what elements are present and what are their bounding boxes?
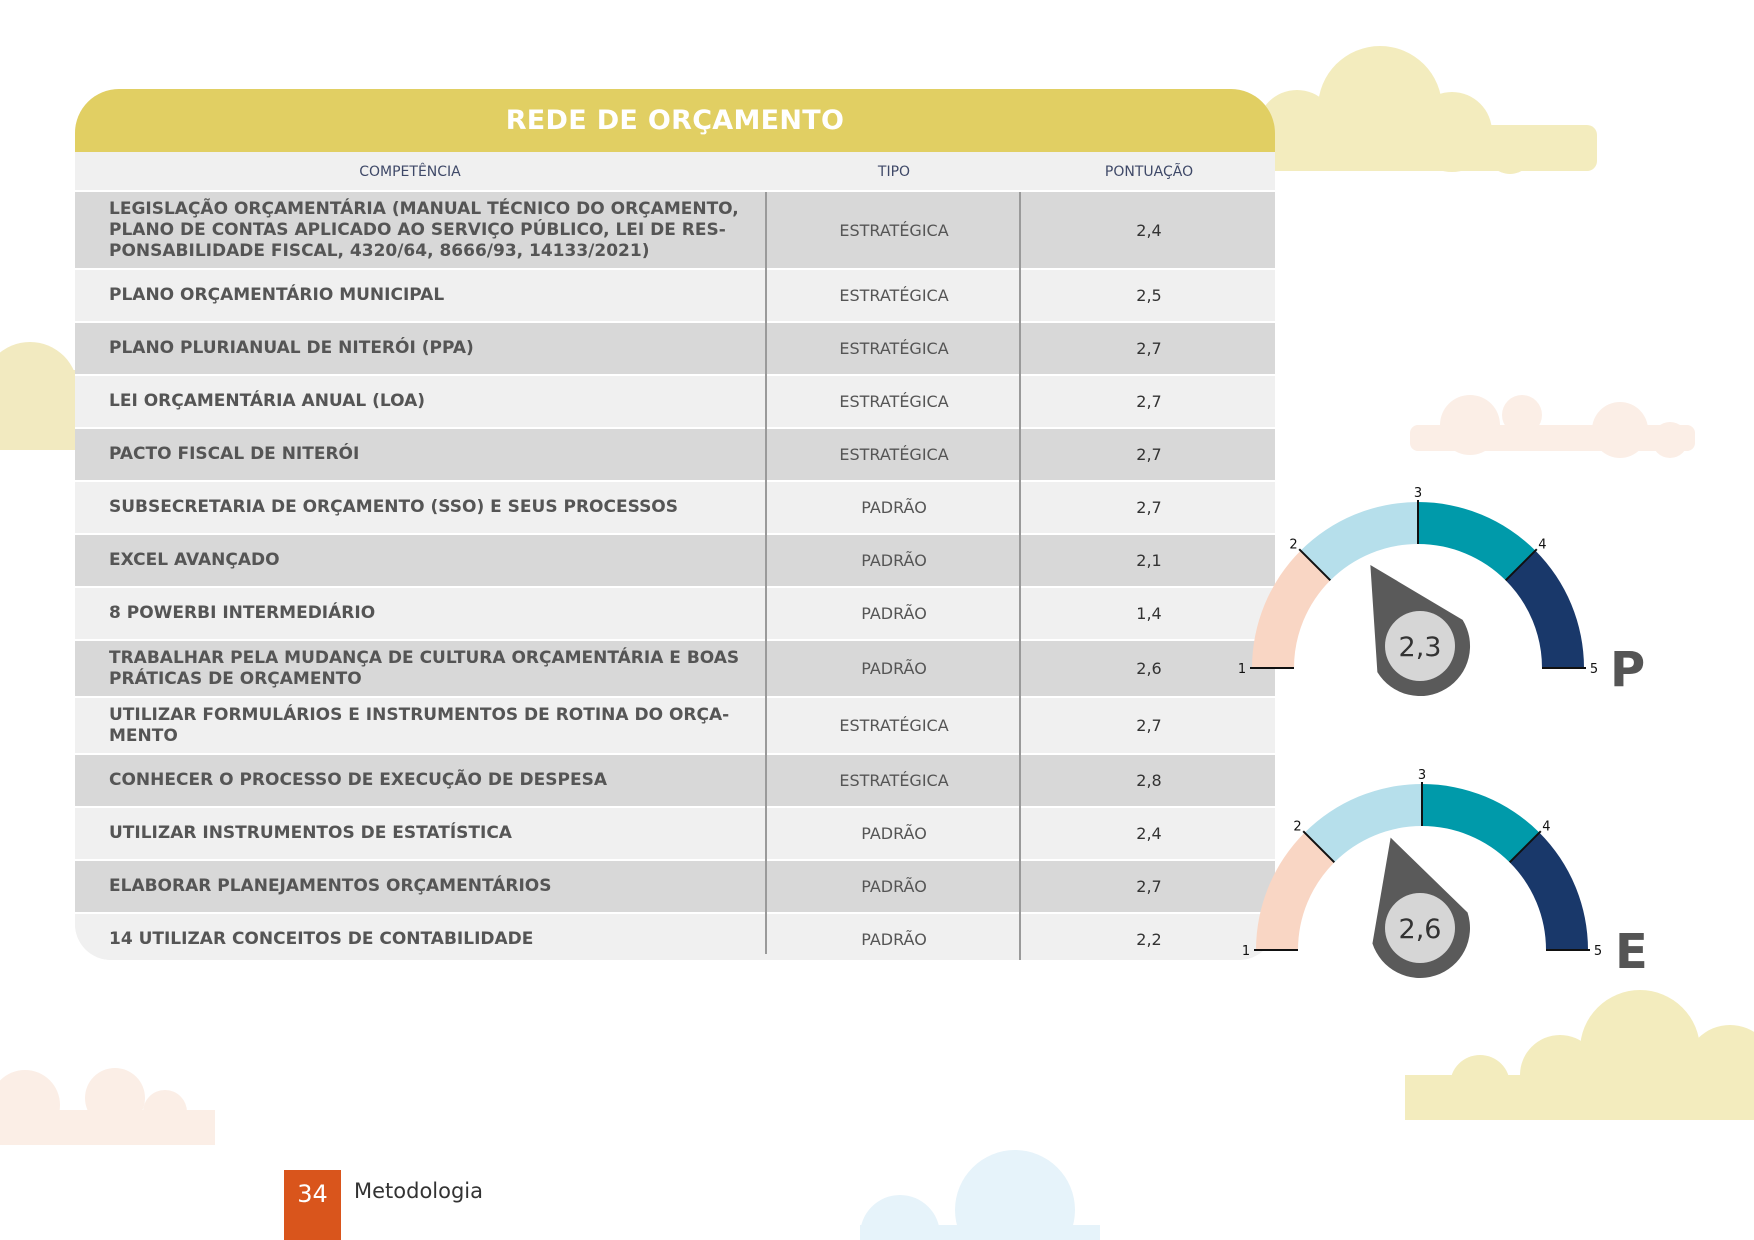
- row-tipo: PADRÃO: [861, 659, 927, 678]
- gauge-value-label: 2,3: [1398, 632, 1442, 663]
- row-pontuacao: 2,5: [1136, 286, 1162, 305]
- row-competencia: LEI ORÇAMENTÁRIA ANUAL (LOA): [109, 391, 426, 411]
- row-pontuacao: 2,7: [1136, 392, 1162, 411]
- row-tipo: PADRÃO: [861, 877, 927, 896]
- row-tipo: PADRÃO: [861, 551, 927, 570]
- row-pontuacao: 2,7: [1136, 339, 1162, 358]
- gauge-tick-label: 4: [1538, 537, 1547, 553]
- row-competencia: UTILIZAR FORMULÁRIOS E INSTRUMENTOS DE ROTINA DO ORÇA-MENTO: [109, 704, 730, 746]
- row-pontuacao: 2,7: [1136, 498, 1162, 517]
- row-tipo: PADRÃO: [861, 930, 927, 949]
- row-pontuacao: 2,2: [1136, 930, 1162, 949]
- row-tipo: PADRÃO: [861, 604, 927, 623]
- column-header-tipo: TIPO: [877, 164, 911, 180]
- row-tipo: ESTRATÉGICA: [839, 771, 949, 790]
- row-competencia: SUBSECRETARIA DE ORÇAMENTO (SSO) E SEUS PROCESSOS: [109, 497, 679, 517]
- column-header-competencia: COMPETÊNCIA: [359, 164, 461, 180]
- row-competencia: ELABORAR PLANEJAMENTOS ORÇAMENTÁRIOS: [109, 876, 552, 896]
- gauge-tick-label: 2: [1289, 537, 1298, 553]
- section-title: Metodologia: [354, 1179, 484, 1203]
- row-competencia: PLANO ORÇAMENTÁRIO MUNICIPAL: [109, 285, 445, 305]
- row-tipo: PADRÃO: [861, 498, 927, 517]
- row-competencia: TRABALHAR PELA MUDANÇA DE CULTURA ORÇAMENTÁRIA E BOAS PRÁTICAS DE ORÇAMENTO: [109, 647, 740, 689]
- row-competencia: EXCEL AVANÇADO: [109, 550, 280, 570]
- row-pontuacao: 2,7: [1136, 445, 1162, 464]
- gauge-p: [1238, 486, 1645, 698]
- gauge-tick-label: 3: [1417, 768, 1427, 783]
- page-number: 34: [284, 1170, 341, 1240]
- gauge-tick-label: 5: [1589, 662, 1599, 677]
- gauge-tick-label: 5: [1593, 944, 1603, 959]
- row-competencia: LEGISLAÇÃO ORÇAMENTÁRIA (MANUAL TÉCNICO DO ORÇAMENTO, PLANO DE CONTAS APLICADO AO SERVIÇO PÚBLICO, LEI DE RES-PONSABILIDADE FISCAL, 4320/64, 8666/93, 14133/2021): [109, 198, 739, 261]
- gauge-letter: P: [1610, 642, 1646, 698]
- row-pontuacao: 2,1: [1136, 551, 1162, 570]
- row-tipo: PADRÃO: [861, 824, 927, 843]
- gauge-e: [1242, 768, 1648, 980]
- row-pontuacao: 2,4: [1136, 824, 1162, 843]
- row-tipo: ESTRATÉGICA: [839, 220, 949, 240]
- row-pontuacao: 2,7: [1136, 716, 1162, 735]
- row-tipo: ESTRATÉGICA: [839, 339, 949, 358]
- gauge-tick-label: 2: [1293, 819, 1302, 835]
- row-tipo: ESTRATÉGICA: [839, 286, 949, 305]
- gauge-tick-label: 4: [1542, 819, 1551, 835]
- row-competencia: PACTO FISCAL DE NITERÓI: [109, 444, 360, 464]
- row-pontuacao: 2,7: [1136, 877, 1162, 896]
- row-tipo: ESTRATÉGICA: [839, 716, 949, 735]
- gauge-tick-label: 1: [1237, 662, 1247, 677]
- gauge-value-label: 2,6: [1398, 914, 1442, 945]
- column-header-pontuacao: PONTUAÇÃO: [1104, 164, 1194, 180]
- gauge-letter: E: [1615, 924, 1648, 980]
- row-competencia: CONHECER O PROCESSO DE EXECUÇÃO DE DESPESA: [109, 770, 607, 790]
- row-pontuacao: 2,8: [1136, 771, 1162, 790]
- row-tipo: ESTRATÉGICA: [839, 445, 949, 464]
- row-pontuacao: 2,4: [1136, 220, 1162, 240]
- gauge-tick-label: 1: [1241, 944, 1251, 959]
- row-competencia: UTILIZAR INSTRUMENTOS DE ESTATÍSTICA: [109, 823, 512, 843]
- row-pontuacao: 1,4: [1136, 604, 1162, 623]
- row-competencia: 8 POWERBI INTERMEDIÁRIO: [109, 603, 376, 623]
- row-tipo: ESTRATÉGICA: [839, 392, 949, 411]
- table-title: REDE DE ORÇAMENTO: [75, 89, 1275, 152]
- gauge-tick-label: 3: [1413, 486, 1423, 501]
- row-pontuacao: 2,6: [1136, 659, 1162, 678]
- row-competencia: 14 UTILIZAR CONCEITOS DE CONTABILIDADE: [109, 929, 534, 949]
- row-competencia: PLANO PLURIANUAL DE NITERÓI (PPA): [109, 338, 474, 358]
